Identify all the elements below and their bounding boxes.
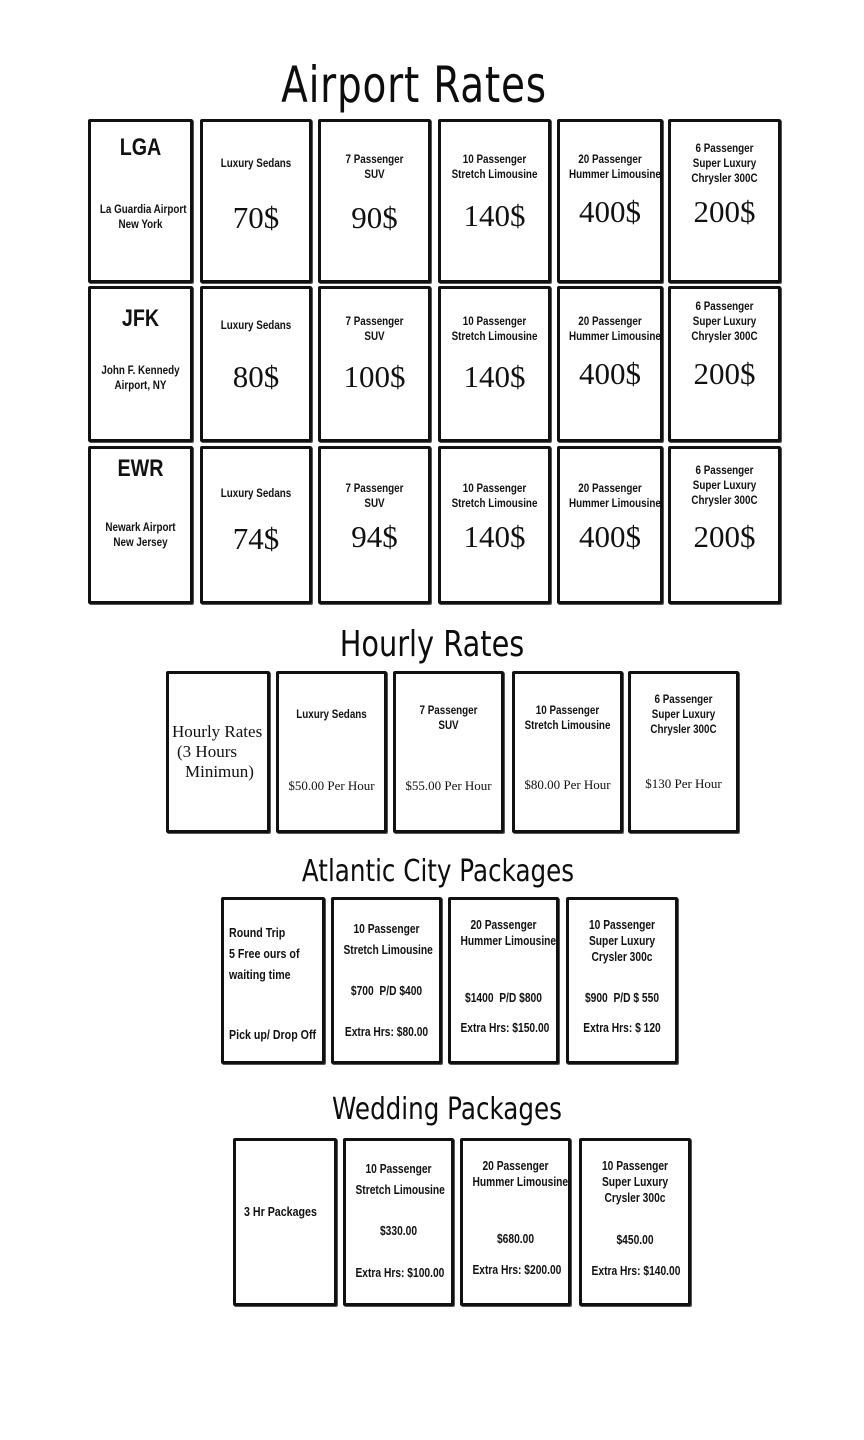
price: $330.00 (379, 1224, 418, 1238)
intro-line3: Minimun) (185, 762, 254, 781)
rate-card (438, 286, 551, 442)
extra-hours: Extra Hrs: $150.00 (460, 1021, 550, 1035)
vehicle-label: 10 Passenger (462, 481, 527, 495)
vehicle-label: Stretch Limousine (355, 1183, 445, 1197)
price: 400$ (579, 356, 641, 391)
vehicle-label: 20 Passenger (482, 1159, 549, 1173)
vehicle-label: 10 Passenger (462, 152, 527, 166)
atlantic-city-packages-title: Atlantic City Packages (301, 854, 575, 889)
airport-code-card-lga (88, 119, 193, 283)
rate-card (557, 446, 663, 604)
airport-name-line2: Airport, NY (114, 378, 167, 392)
vehicle-label: Crysler 300c (591, 950, 653, 964)
intro-line2: 5 Free ours of (229, 946, 300, 961)
vehicle-label: Hummer Limousine (472, 1175, 569, 1189)
price: 200$ (693, 356, 756, 391)
airport-code-card-ewr (88, 446, 193, 604)
vehicle-label: 10 Passenger (353, 922, 420, 936)
airport-code: LGA (119, 134, 162, 161)
package-card (343, 1138, 454, 1306)
package-card (331, 897, 442, 1064)
vehicle-label: 10 Passenger (601, 1159, 669, 1173)
vehicle-label: Chrysler 300C (691, 171, 758, 185)
package-card (460, 1138, 571, 1306)
price: 94$ (351, 519, 398, 554)
wedding-intro-card (233, 1138, 337, 1306)
airport-code: JFK (121, 305, 160, 332)
price: 140$ (463, 359, 526, 394)
intro-line3: waiting time (229, 967, 291, 982)
vehicle-label: Luxury Sedans (220, 318, 292, 332)
vehicle-label: Super Luxury (692, 478, 757, 492)
price: 400$ (579, 519, 641, 554)
extra-hours: Extra Hrs: $200.00 (472, 1263, 562, 1277)
vehicle-label: 6 Passenger (695, 463, 754, 477)
price: 200$ (693, 194, 756, 229)
vehicle-label: 20 Passenger (578, 481, 642, 495)
price: $80.00 Per Hour (524, 777, 611, 792)
rate-card (200, 446, 312, 604)
vehicle-label: Luxury Sedans (220, 486, 292, 500)
vehicle-label: Super Luxury (692, 314, 757, 328)
vehicle-label: Hummer Limousine (569, 167, 661, 181)
vehicle-label: Hummer Limousine (569, 329, 661, 343)
vehicle-label: SUV (364, 496, 385, 510)
vehicle-label: 6 Passenger (654, 692, 713, 706)
vehicle-label: 6 Passenger (695, 299, 754, 313)
vehicle-label: Luxury Sedans (220, 156, 292, 170)
price: $50.00 Per Hour (288, 778, 375, 793)
airport-name-line2: New York (118, 217, 163, 231)
vehicle-label: Stretch Limousine (451, 329, 538, 343)
airport-code: EWR (117, 455, 164, 482)
airport-name-line1: John F. Kennedy (101, 363, 180, 377)
rate-card (276, 671, 387, 833)
vehicle-label: Hummer Limousine (569, 496, 661, 510)
vehicle-label: Super Luxury (588, 934, 656, 948)
extra-hours: Extra Hrs: $140.00 (591, 1264, 681, 1278)
price: 80$ (232, 359, 280, 394)
vehicle-label: SUV (438, 718, 459, 732)
rate-card (557, 286, 663, 442)
vehicle-label: Stretch Limousine (343, 943, 433, 957)
rate-card (668, 286, 781, 442)
price: $55.00 Per Hour (405, 778, 492, 793)
vehicle-label: 7 Passenger (419, 703, 478, 717)
price: $700 P/D $400 (350, 984, 423, 998)
vehicle-label: 10 Passenger (535, 703, 600, 717)
vehicle-label: 7 Passenger (345, 314, 404, 328)
intro-label: 3 Hr Packages (244, 1204, 317, 1219)
wedding-packages-title: Wedding Packages (332, 1092, 562, 1127)
vehicle-label: Chrysler 300C (691, 493, 758, 507)
rate-card (200, 286, 312, 442)
intro-line4: Pick up/ Drop Off (229, 1027, 317, 1042)
package-card (448, 897, 559, 1064)
price: $680.00 (496, 1232, 535, 1246)
intro-line1: Hourly Rates (172, 722, 263, 741)
price: 140$ (463, 198, 526, 233)
price: $900 P/D $ 550 (584, 991, 660, 1005)
vehicle-label: 20 Passenger (470, 918, 537, 932)
rate-card (557, 119, 663, 283)
hourly-intro-card (166, 671, 270, 833)
price: 70$ (232, 200, 280, 235)
vehicle-label: 20 Passenger (578, 314, 642, 328)
intro-line1: Round Trip (229, 925, 286, 940)
airport-code-card-jfk (88, 286, 193, 442)
rate-card (393, 671, 504, 833)
package-card (566, 897, 678, 1064)
vehicle-label: Chrysler 300C (650, 722, 717, 736)
vehicle-label: 10 Passenger (588, 918, 656, 932)
rate-card (628, 671, 739, 833)
vehicle-label: Luxury Sedans (296, 707, 367, 721)
extra-hours: Extra Hrs: $100.00 (355, 1266, 445, 1280)
vehicle-label: Super Luxury (692, 156, 757, 170)
price: 140$ (463, 519, 526, 554)
extra-hours: Extra Hrs: $80.00 (344, 1025, 429, 1039)
rate-card (200, 119, 312, 283)
rate-card (668, 119, 781, 283)
vehicle-label: SUV (364, 329, 385, 343)
price: 400$ (579, 194, 641, 229)
price: $450.00 (616, 1233, 654, 1247)
rate-card (438, 119, 551, 283)
vehicle-label: Chrysler 300C (691, 329, 758, 343)
vehicle-label: Super Luxury (601, 1175, 669, 1189)
rate-card (512, 671, 623, 833)
vehicle-label: 6 Passenger (695, 141, 754, 155)
rate-card (318, 286, 431, 442)
package-card (579, 1138, 691, 1306)
atlantic-intro-card (221, 897, 325, 1064)
rate-card (668, 446, 781, 604)
hourly-rates-title: Hourly Rates (339, 624, 525, 665)
airport-name-line1: La Guardia Airport (99, 202, 187, 216)
airport-name-line2: New Jersey (113, 535, 168, 549)
vehicle-label: Hummer Limousine (460, 934, 557, 948)
vehicle-label: 20 Passenger (578, 152, 642, 166)
price: 74$ (232, 521, 280, 556)
vehicle-label: Stretch Limousine (524, 718, 611, 732)
price: $1400 P/D $800 (465, 991, 542, 1005)
extra-hours: Extra Hrs: $ 120 (583, 1021, 661, 1035)
vehicle-label: 10 Passenger (462, 314, 527, 328)
vehicle-label: Crysler 300c (604, 1191, 666, 1205)
price: 200$ (693, 519, 756, 554)
rate-card (438, 446, 551, 604)
price: 90$ (351, 200, 398, 235)
price: $130 Per Hour (645, 776, 722, 791)
price: 100$ (343, 359, 406, 394)
vehicle-label: 10 Passenger (365, 1162, 432, 1176)
vehicle-label: Stretch Limousine (451, 496, 538, 510)
airport-name-line1: Newark Airport (105, 520, 176, 534)
airport-rates-title: Airport Rates (281, 56, 547, 114)
rate-card (318, 119, 431, 283)
vehicle-label: Super Luxury (651, 707, 716, 721)
vehicle-label: Stretch Limousine (451, 167, 538, 181)
rate-card (318, 446, 431, 604)
vehicle-label: SUV (364, 167, 385, 181)
intro-line2: (3 Hours (177, 742, 237, 761)
vehicle-label: 7 Passenger (345, 152, 404, 166)
vehicle-label: 7 Passenger (345, 481, 404, 495)
